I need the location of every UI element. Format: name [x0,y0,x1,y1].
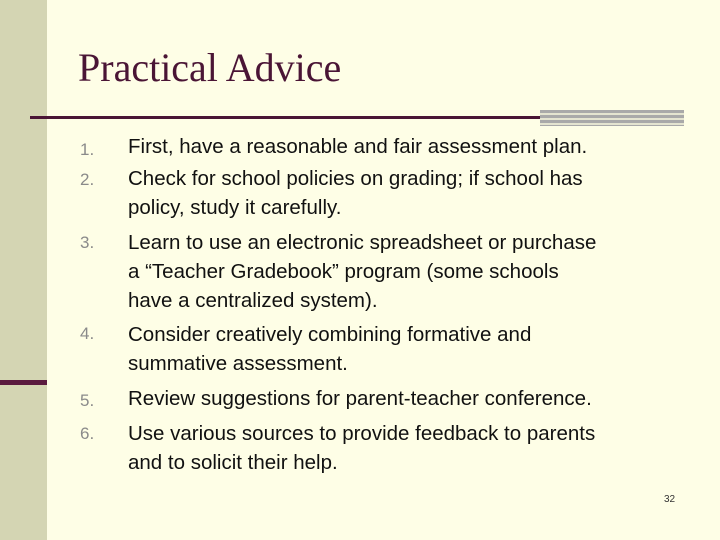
slide-title: Practical Advice [78,45,342,90]
title-divider-accent [540,110,684,126]
list-item-text-line: policy, study it carefully. [128,196,342,219]
list-item-number: 4. [80,324,95,343]
left-decorative-bar [0,0,47,540]
list-item-number: 2. [80,170,95,189]
list-item-text-line: Learn to use an electronic spreadsheet or purchase [128,231,597,254]
list-item-text-line: Review suggestions for parent-teacher conference. [128,387,592,410]
left-bar-accent-line [0,380,47,385]
list-item-text-line: Consider creatively combining formative and [128,323,532,346]
list-item-number: 1. [80,140,95,159]
list-item-text-line: Use various sources to provide feedback to parents [128,422,596,445]
slide-page-number: 32 [664,494,676,505]
list-item-text-line: a “Teacher Gradebook” program (some schools [128,260,559,283]
list-item-number: 6. [80,424,95,443]
list-item-text-line: Check for school policies on grading; if school has [128,167,583,190]
list-item-text-line: summative assessment. [128,352,348,375]
list-item-text-line: First, have a reasonable and fair assessment plan. [128,135,588,158]
list-item-text-line: and to solicit their help. [128,451,338,474]
title-divider [30,116,540,119]
list-item-number: 5. [80,391,95,410]
list-item-number: 3. [80,233,95,252]
list-item-text-line: have a centralized system). [128,289,378,312]
